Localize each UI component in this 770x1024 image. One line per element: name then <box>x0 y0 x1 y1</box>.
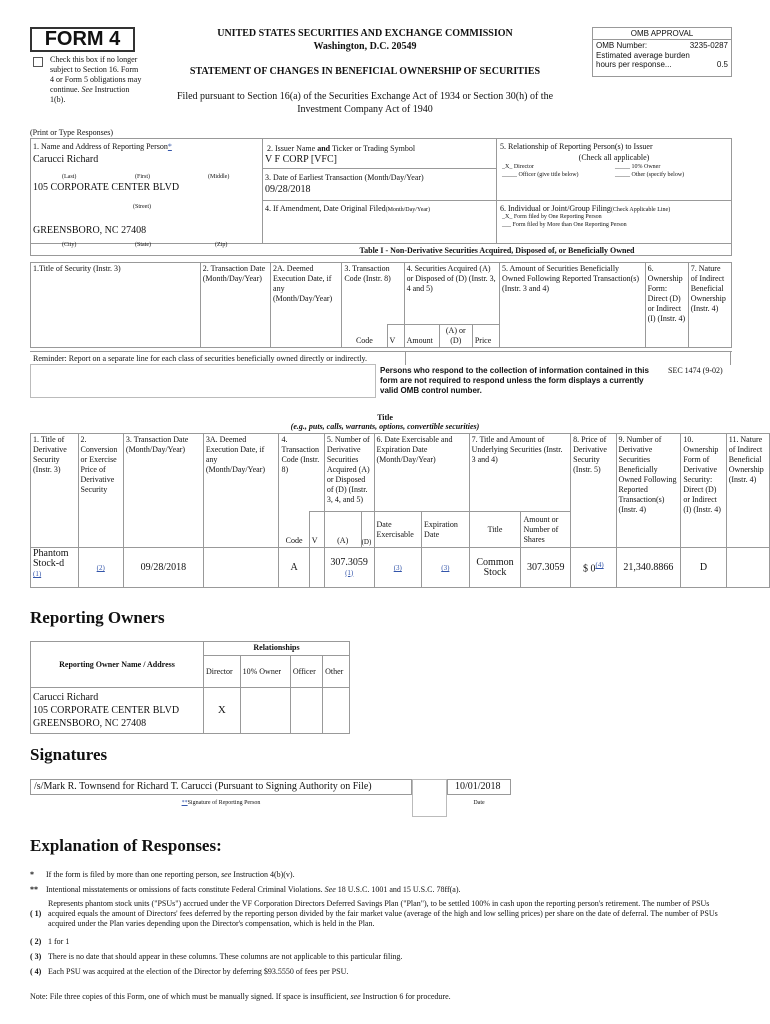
t1-col-date: 2. Transaction Date (Month/Day/Year) <box>200 263 270 348</box>
t1-sub-aord: (A) or (D) <box>439 325 472 348</box>
owners-col-director: Director <box>204 656 241 688</box>
t2-row-date: 09/28/2018 <box>123 548 203 588</box>
reminder-text: Reminder: Report on a separate line for each class of securities beneficially owned directly or indirectly. <box>33 354 368 363</box>
t2-sub-title: Title <box>469 512 521 548</box>
footnote-3: ( 3) There is no date that should appear in these columns. These columns are not applicable to this particular filing. <box>30 952 403 961</box>
footnote-4: ( 4) Each PSU was acquired at the election of the Director by deferring $93.5550 of fees per PSU. <box>30 967 349 976</box>
t1-col-code: 3. Transaction Code (Instr. 8) <box>342 263 404 325</box>
owners-col-other: Other <box>323 656 350 688</box>
joint-filing-label: 6. Individual or Joint/Group Filing(Check Applicable Line) <box>500 204 671 213</box>
note-double-star: ** Intentional misstatements or omissions of facts constitute Federal Criminal Violations. See 18 U.S.C. 1001 and 15 U.S.C. 78ff(a). <box>30 885 461 894</box>
explanation-heading: Explanation of Responses: <box>30 836 222 855</box>
relationship-other: _____ Other (specify below) <box>615 172 685 178</box>
t2-row-owned: 21,340.8866 <box>616 548 681 588</box>
t2-row-expiration-footnote[interactable]: (3) <box>441 564 450 572</box>
t2-row-price: $ 0 <box>582 563 596 575</box>
t2-col-number: 5. Number of Derivative Securities Acquired (A) or Disposed of (D) (Instr. 3, 4, and 5) <box>324 434 374 512</box>
city-label: (City) <box>62 242 77 248</box>
zip-label: (Zip) <box>215 242 228 248</box>
t2-col-exercisable: 6. Date Exercisable and Expiration Date (Month/Day/Year) <box>374 434 469 512</box>
omb-persons-notice: Persons who respond to the collection of information contained in this form are not required to respond unless the form displays a currently valid OMB control number. <box>380 366 649 395</box>
omb-hours-label: hours per response... <box>596 60 672 69</box>
t1-col-ownership: 6. Ownership Form: Direct (D) or Indirect (I) (Instr. 4) <box>645 263 688 348</box>
note-star: * If the form is filed by more than one reporting person, see Instruction 4(b)(v). <box>30 870 295 879</box>
t2-col-form: 10. Ownership Form of Derivative Security: Direct (D) or Indirect (I) (Instr. 4) <box>681 434 726 548</box>
table-row <box>31 548 770 588</box>
t2-row-underlying-title: Common Stock <box>469 548 521 588</box>
statement-title: STATEMENT OF CHANGES IN BENEFICIAL OWNERSHIP OF SECURITIES <box>189 66 541 77</box>
print-type-label: (Print or Type Responses) <box>30 128 114 137</box>
t2-col-underlying: 7. Title and Amount of Underlying Securities (Instr. 3 and 4) <box>469 434 571 512</box>
middle-label: (Middle) <box>208 174 230 180</box>
t2-row-security-footnote[interactable]: (1) <box>33 570 42 578</box>
owner-city: GREENSBORO, NC 27408 <box>33 718 147 729</box>
t2-sub-code: Code <box>279 512 309 548</box>
omb-hours: 0.5 <box>716 60 728 69</box>
t1-col-deemed: 2A. Deemed Execution Date, if any (Month/Day/Year) <box>271 263 342 348</box>
last-label: (Last) <box>62 174 77 180</box>
signatures-heading: Signatures <box>30 745 108 764</box>
footnote-2: ( 2) 1 for 1 <box>30 937 70 946</box>
t2-row-price-footnote[interactable]: (4) <box>595 561 604 570</box>
t2-row-form: D <box>681 548 726 588</box>
sec-form-number: SEC 1474 (9-02) <box>668 366 723 375</box>
omb-number: 3235-0287 <box>689 41 728 50</box>
relationship-officer: _____ Officer (give title below) <box>502 172 579 178</box>
signature-signer: /s/Mark R. Townsend for Richard T. Carucci (Pursuant to Signing Authority on File) <box>34 781 372 792</box>
joint-filing-one: _X_ Form filed by One Reporting Person <box>502 214 602 220</box>
table2-subtitle: (e.g., puts, calls, warrants, options, convertible securities) <box>290 422 480 431</box>
owners-col-officer: Officer <box>290 656 322 688</box>
omb-number-label: OMB Number: <box>596 41 648 50</box>
t2-col-code: 4. Transaction Code (Instr. 8) <box>279 434 324 512</box>
street-label: (Street) <box>133 204 151 210</box>
t1-sub-amount: Amount <box>404 325 439 348</box>
form-title: FORM 4 <box>44 28 121 50</box>
commission-title: UNITED STATES SECURITIES AND EXCHANGE COMMISSION <box>217 28 513 39</box>
t2-row-underlying-amount: 307.3059 <box>521 548 571 588</box>
reporting-owners-heading: Reporting Owners <box>30 608 165 627</box>
first-label: (First) <box>135 174 150 180</box>
signature-label: **Signature of Reporting Person <box>181 800 261 806</box>
reporting-person-street: 105 CORPORATE CENTER BLVD <box>33 182 180 193</box>
t2-sub-exp: Expiration Date <box>422 512 470 548</box>
table1-title: Table I - Non-Derivative Securities Acquired, Disposed of, or Beneficially Owned <box>359 246 635 255</box>
relationship-director: _X_ Director <box>502 164 534 170</box>
filed-pursuant-line2: Investment Company Act of 1940 <box>297 104 433 115</box>
t2-col-deemed: 3A. Deemed Execution Date, if any (Month/Day/Year) <box>203 434 279 548</box>
t2-row-code: A <box>279 548 309 588</box>
owners-relationships: Relationships <box>204 642 350 656</box>
owner-name: Carucci Richard <box>33 692 99 703</box>
state-label: (State) <box>135 242 151 248</box>
footnote-1: ( 1) Represents phantom stock units ("PSUs") accrued under the VF Corporation Directors Deferred Savings Plan ("Plan"), to be settled 100% in cash upon the reporting person's retirement. The number of PSUs acquired equals the amount of Directors' fees deferred by the reporting person divided by the fair market value (average of the high and low selling prices) per share on the date of deferral. The number of PSUs acquired under the Plan varies depending upon the Director's compensation, which is held in the Plan. <box>30 899 718 928</box>
reporting-person-name: Carucci Richard <box>33 154 99 165</box>
relationship-10pct-owner: _____ 10% Owner <box>615 164 661 170</box>
table2-title: Title <box>377 413 393 422</box>
t2-col-conversion: 2. Conversion or Exercise Price of Derivative Security <box>78 434 123 548</box>
owner-street: 105 CORPORATE CENTER BLVD <box>33 705 180 716</box>
commission-city: Washington, D.C. 20549 <box>313 41 417 52</box>
name-address-label: 1. Name and Address of Reporting Person* <box>33 142 172 151</box>
t2-row-exercisable-footnote[interactable]: (3) <box>393 564 402 572</box>
t1-col-amount: 5. Amount of Securities Beneficially Owned Following Reported Transaction(s) (Instr. 3 and 4) <box>499 263 645 348</box>
t2-row-security: Phantom Stock-d <box>33 548 69 569</box>
t1-sub-price: Price <box>472 325 499 348</box>
table-non-derivative <box>30 262 732 348</box>
t2-col-date: 3. Transaction Date (Month/Day/Year) <box>123 434 203 548</box>
reporting-person-city: GREENSBORO, NC 27408 <box>33 225 147 236</box>
signature-date: 10/01/2018 <box>455 781 501 792</box>
t2-col-owned: 9. Number of Derivative Securities Beneficially Owned Following Reported Transaction(s) (Instr. 4) <box>616 434 681 548</box>
t2-sub-amount: Amount or Number of Shares <box>521 512 571 548</box>
t1-col-title: 1.Title of Security (Instr. 3) <box>31 263 201 348</box>
checkbox-text: Check this box if no longer subject to Section 16. Form 4 or Form 5 obligations may continue. See Instruction 1(b). <box>50 55 142 104</box>
t1-sub-v: V <box>387 325 404 348</box>
t2-col-title: 1. Title of Derivative Security (Instr. 3) <box>31 434 79 548</box>
omb-title: OMB APPROVAL <box>593 28 731 40</box>
t1-sub-code: Code <box>342 325 387 348</box>
issuer-label: 2. Issuer Name and Ticker or Trading Symbol <box>267 144 416 153</box>
t1-col-nature: 7. Nature of Indirect Beneficial Ownership (Instr. 4) <box>688 263 731 348</box>
table-row <box>31 688 350 734</box>
relationship-label: 5. Relationship of Reporting Person(s) to Issuer <box>500 142 653 151</box>
owners-col-name: Reporting Owner Name / Address <box>31 642 204 688</box>
no-longer-subject-checkbox[interactable] <box>33 57 43 67</box>
earliest-date: 09/28/2018 <box>265 184 311 195</box>
reporting-owners-table <box>30 641 350 734</box>
signature-date-label: Date <box>473 800 485 806</box>
relationship-sub: (Check all applicable) <box>578 153 650 162</box>
t2-sub-date-ex: Date Exercisable <box>374 512 422 548</box>
filing-note: Note: File three copies of this Form, one of which must be manually signed. If space is insufficient, see Instruction 6 for procedure. <box>30 992 451 1001</box>
t2-sub-a: (A) <box>324 512 361 548</box>
amendment-label: 4. If Amendment, Date Original Filed(Month/Day/Year) <box>265 204 431 213</box>
t2-sub-v: V <box>309 512 324 548</box>
t2-sub-d: (D) <box>361 512 374 548</box>
owner-director-mark: X <box>204 688 241 734</box>
t1-col-acquired: 4. Securities Acquired (A) or Disposed of (D) (Instr. 3, 4 and 5) <box>404 263 499 325</box>
earliest-date-label: 3. Date of Earliest Transaction (Month/Day/Year) <box>265 173 424 182</box>
t2-col-price: 8. Price of Derivative Security (Instr. 5) <box>571 434 616 548</box>
t2-row-acquired-footnote[interactable]: (1) <box>345 568 354 577</box>
omb-burden: Estimated average burden <box>596 51 690 60</box>
omb-approval-box <box>592 27 732 77</box>
owners-col-10pct: 10% Owner <box>240 656 290 688</box>
joint-filing-more: ___ Form filed by More than One Reporting Person <box>502 222 627 228</box>
table-derivative <box>30 433 770 588</box>
issuer-name: V F CORP [VFC] <box>265 154 337 165</box>
t2-row-acquired: 307.3059 <box>330 556 368 568</box>
t2-col-nature: 11. Nature of Indirect Beneficial Ownership (Instr. 4) <box>726 434 769 548</box>
form-title-box <box>30 27 135 52</box>
filed-pursuant-line1: Filed pursuant to Section 16(a) of the Securities Exchange Act of 1934 or Section 30(h) of the <box>176 91 554 102</box>
t2-row-conversion-footnote[interactable]: (2) <box>96 564 105 572</box>
